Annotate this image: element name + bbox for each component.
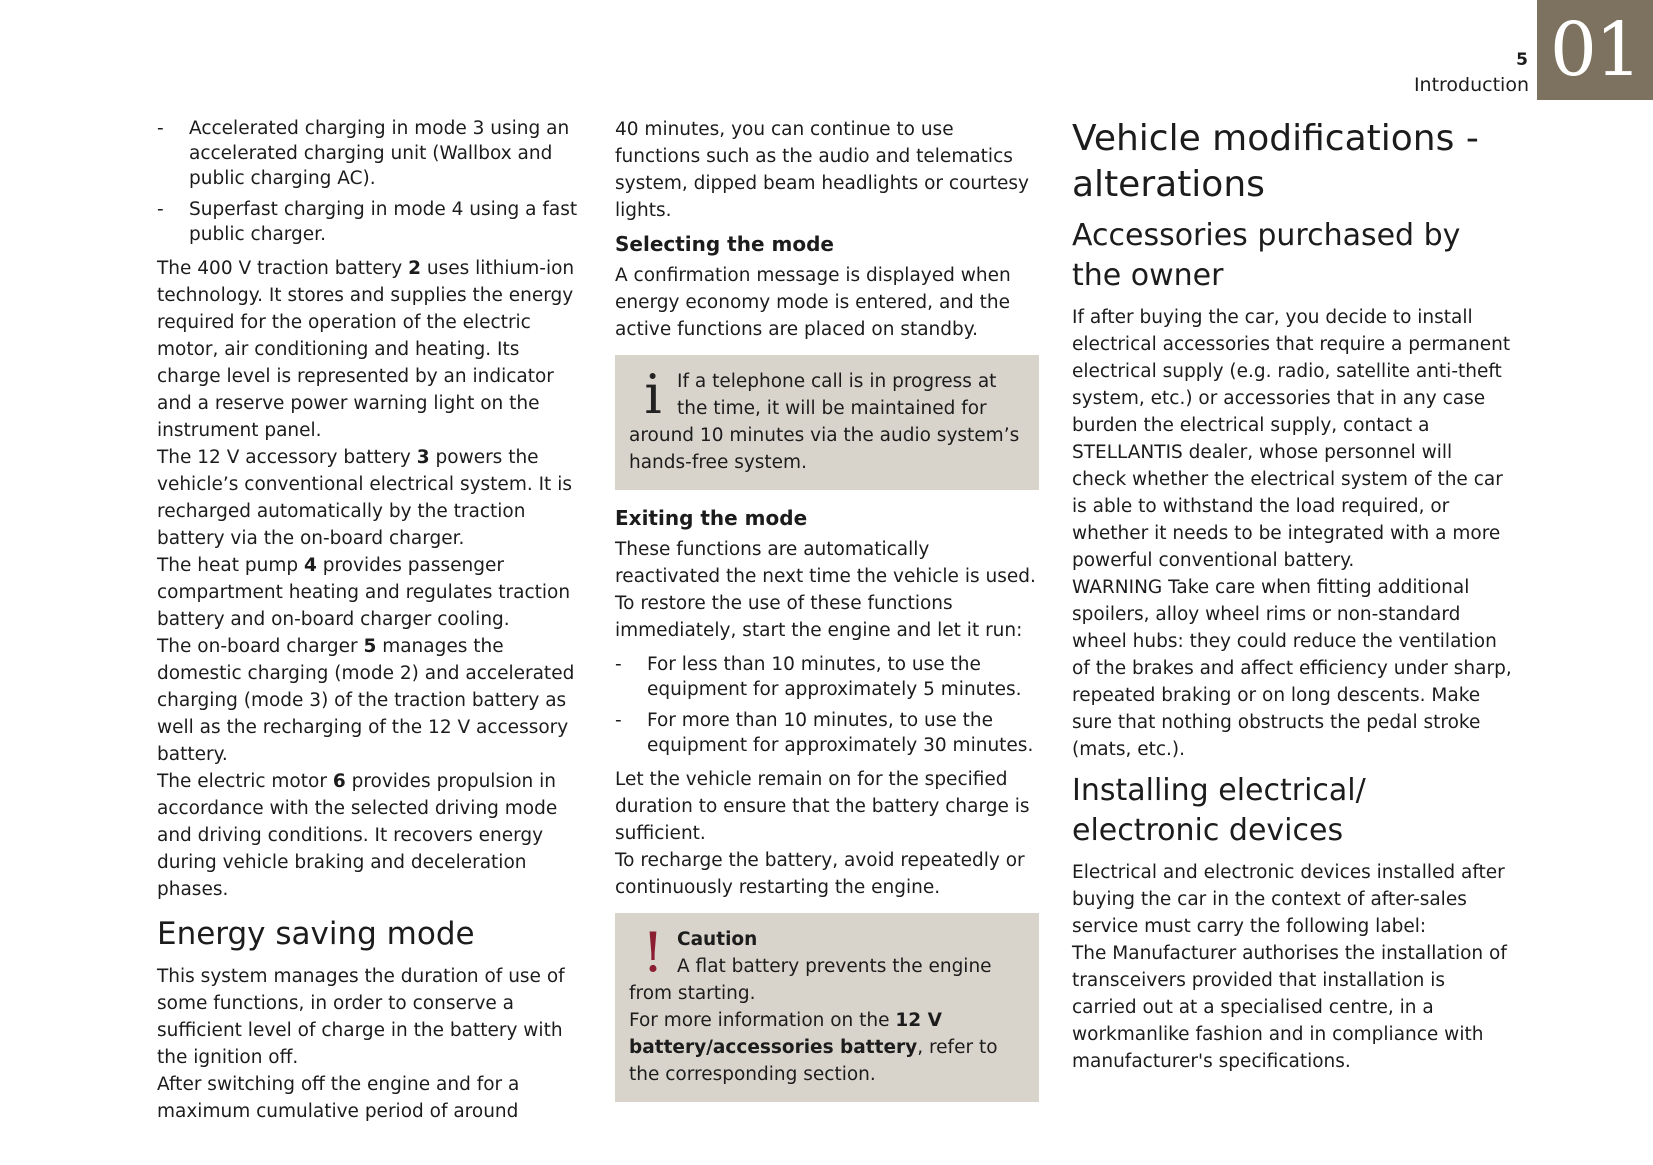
info-note <box>615 355 1039 490</box>
traction-battery-paragraph: The 400 V traction battery 2 uses lithium-ion technology. It stores and supplies the energy required for the operation of the electric motor, air conditioning and heating. Its charge level is represented by an indicator and a reserve power warning light on the instrument panel. <box>157 258 575 441</box>
energy-saving-continued: 40 minutes, you can continue to use functions such as the audio and telematics system, dipped beam headlights or courtesy lights. <box>615 119 1029 221</box>
callout-number: 5 <box>363 636 377 657</box>
caution-reference: For more information on the 12 V battery/accessories battery, refer to the corresponding section. <box>629 1010 998 1085</box>
info-note-text: If a telephone call is in progress at the time, it will be maintained for around 10 minutes via the audio system’s hands-free system. <box>629 371 1020 473</box>
selecting-mode-heading: Selecting the mode <box>615 232 834 256</box>
charging-mode-list <box>157 116 587 247</box>
column-3 <box>1072 116 1512 1075</box>
heat-pump-paragraph: The heat pump 4 provides passenger compartment heating and regulates traction battery and on-board charger cooling. <box>157 555 571 630</box>
remain-on-paragraph: Let the vehicle remain on for the specified duration to ensure that the battery charge is sufficient. <box>615 769 1030 844</box>
list-item: - For less than 10 minutes, to use the equipment for approximately 5 minutes. <box>615 652 1039 702</box>
column-2 <box>615 116 1039 1116</box>
accessories-heading: Accessories purchased by the owner <box>1072 218 1461 293</box>
page-number: 5 <box>1516 50 1528 70</box>
energy-saving-paragraph: This system manages the duration of use of some functions, in order to conserve a sufficient level of charge in the battery with the ignition off. <box>157 966 565 1068</box>
list-item: - Superfast charging in mode 4 using a fast public charger. <box>157 197 587 247</box>
caution-note <box>615 913 1039 1102</box>
selecting-mode-paragraph: A confirmation message is displayed when energy economy mode is entered, and the active functions are placed on standby. <box>615 265 1011 340</box>
accessory-battery-paragraph: The 12 V accessory battery 3 powers the vehicle’s conventional electrical system. It is recharged automatically by the traction battery via the on-board charger. <box>157 447 572 549</box>
energy-saving-paragraph-2: After switching off the engine and for a maximum cumulative period of around <box>157 1074 520 1122</box>
recharge-paragraph: To recharge the battery, avoid repeatedly or continuously restarting the engine. <box>615 850 1025 898</box>
installing-devices-heading: Installing electrical/ electronic devices <box>1072 773 1366 848</box>
column-1 <box>157 116 587 1125</box>
manufacturer-label-paragraph: The Manufacturer authorises the installation of transceivers provided that installation is carried out at a specialised centre, in a workmanlike fashion and in compliance with manufacturer's specifications. <box>1072 943 1507 1072</box>
chapter-tab: 01 <box>1537 0 1653 100</box>
callout-number: 2 <box>408 258 421 279</box>
run-duration-list <box>615 652 1039 758</box>
onboard-charger-paragraph: The on-board charger 5 manages the domestic charging (mode 2) and accelerated charging (mode 3) of the traction battery as well as the recharging of the 12 V accessory battery. <box>157 636 575 765</box>
info-icon: i <box>644 363 662 426</box>
vehicle-modifications-heading: Vehicle modifications - alterations <box>1072 118 1479 205</box>
accessories-paragraph: If after buying the car, you decide to install electrical accessories that require a permanent electrical supply (e.g. radio, satellite anti-theft system, etc.) or accessories that in any case burden the electrical supply, contact a STELLANTIS dealer, whose personnel will check whether the electrical system of the car is able to withstand the load required, or whether it needs to be integrated with a more powerful conventional battery. <box>1072 307 1511 571</box>
exiting-mode-heading: Exiting the mode <box>615 506 808 530</box>
warning-icon: ! <box>642 921 664 984</box>
section-title: Introduction <box>1413 74 1529 96</box>
electric-motor-paragraph: The electric motor 6 provides propulsion in accordance with the selected driving mode and driving conditions. It recovers energy during vehicle braking and deceleration phases. <box>157 771 558 900</box>
exiting-mode-paragraph: These functions are automatically reactivated the next time the vehicle is used. <box>615 539 1036 587</box>
caution-title: Caution <box>677 929 758 950</box>
caution-text: A flat battery prevents the engine from starting. <box>629 956 992 1004</box>
exiting-mode-paragraph-2: To restore the use of these functions immediately, start the engine and let it run: <box>615 593 1023 641</box>
installing-paragraph: Electrical and electronic devices installed after buying the car in the context of after-sales service must carry the following label: <box>1072 862 1505 937</box>
callout-number: 6 <box>332 771 346 792</box>
callout-number: 3 <box>416 447 430 468</box>
warning-paragraph: WARNING Take care when fitting additional spoilers, alloy wheel rims or non-standard wheel hubs: they could reduce the ventilation of the brakes and affect efficiency under sharp, repeated braking or on long descents. Make sure that nothing obstructs the pedal stroke (mats, etc.). <box>1072 577 1512 760</box>
list-item: - For more than 10 minutes, to use the equipment for approximately 30 minutes. <box>615 708 1039 758</box>
callout-number: 4 <box>303 555 317 576</box>
list-item: - Accelerated charging in mode 3 using an accelerated charging unit (Wallbox and public charging AC). <box>157 116 587 191</box>
energy-saving-heading: Energy saving mode <box>157 916 475 952</box>
